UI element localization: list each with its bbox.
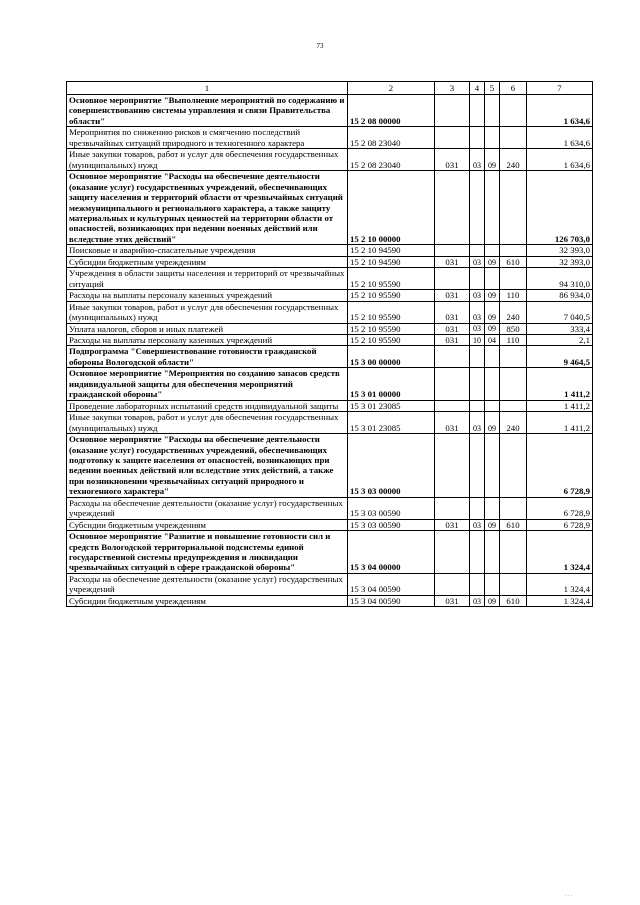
amount-cell: 1 634,6 bbox=[527, 149, 593, 171]
amount-cell: 1 634,6 bbox=[527, 95, 593, 127]
expense-type-cell: 110 bbox=[500, 290, 527, 301]
target-code-cell: 15 2 10 95590 bbox=[348, 323, 435, 334]
row-name-cell: Подпрограмма "Совершенствование готовности гражданской обороны Вологодской области" bbox=[67, 346, 348, 368]
table-row bbox=[67, 268, 593, 290]
section-code-cell bbox=[470, 573, 485, 595]
column-header: 3 bbox=[435, 82, 470, 95]
expense-type-cell: 610 bbox=[500, 595, 527, 606]
amount-cell: 32 393,0 bbox=[527, 256, 593, 267]
expense-type-cell bbox=[500, 245, 527, 256]
column-header: 7 bbox=[527, 82, 593, 95]
section-code-cell bbox=[470, 346, 485, 368]
table-row bbox=[67, 434, 593, 498]
ministry-code-cell: 031 bbox=[435, 412, 470, 434]
subsection-code-cell bbox=[485, 434, 500, 498]
section-code-cell bbox=[470, 245, 485, 256]
expense-type-cell bbox=[500, 531, 527, 574]
section-code-cell bbox=[470, 434, 485, 498]
subsection-code-cell: 09 bbox=[485, 290, 500, 301]
expense-type-cell bbox=[500, 268, 527, 290]
row-name-cell: Расходы на обеспечение деятельности (оказание услуг) государственных учреждений bbox=[67, 497, 348, 519]
ministry-code-cell: 031 bbox=[435, 334, 470, 345]
page-number: 73 bbox=[316, 42, 324, 50]
ministry-code-cell bbox=[435, 400, 470, 411]
section-code-cell bbox=[470, 531, 485, 574]
budget-table bbox=[66, 81, 593, 607]
target-code-cell: 15 3 01 23085 bbox=[348, 400, 435, 411]
section-code-cell bbox=[470, 127, 485, 149]
amount-cell: 1 324,4 bbox=[527, 595, 593, 606]
expense-type-cell: 240 bbox=[500, 301, 527, 323]
amount-cell: 2,1 bbox=[527, 334, 593, 345]
ministry-code-cell: 031 bbox=[435, 149, 470, 171]
row-name-cell: Поисковые и аварийно-спасательные учреждения bbox=[67, 245, 348, 256]
ministry-code-cell bbox=[435, 434, 470, 498]
target-code-cell: 15 2 10 95590 bbox=[348, 290, 435, 301]
table-row bbox=[67, 346, 593, 368]
table-row bbox=[67, 290, 593, 301]
target-code-cell: 15 3 00 00000 bbox=[348, 346, 435, 368]
amount-cell: 1 324,4 bbox=[527, 573, 593, 595]
target-code-cell: 15 2 10 94590 bbox=[348, 245, 435, 256]
subsection-code-cell bbox=[485, 171, 500, 245]
target-code-cell: 15 2 08 23040 bbox=[348, 149, 435, 171]
target-code-cell: 15 3 01 00000 bbox=[348, 368, 435, 400]
subsection-code-cell: 09 bbox=[485, 323, 500, 334]
table-row bbox=[67, 149, 593, 171]
ministry-code-cell: 031 bbox=[435, 301, 470, 323]
target-code-cell: 15 2 10 95590 bbox=[348, 268, 435, 290]
scan-mark: ⋅ ⋅ ⋅ bbox=[565, 894, 573, 899]
target-code-cell: 15 3 04 00590 bbox=[348, 595, 435, 606]
expense-type-cell bbox=[500, 434, 527, 498]
ministry-code-cell bbox=[435, 368, 470, 400]
amount-cell: 1 411,2 bbox=[527, 368, 593, 400]
table-header-row bbox=[67, 82, 593, 95]
ministry-code-cell bbox=[435, 127, 470, 149]
section-code-cell bbox=[470, 171, 485, 245]
ministry-code-cell bbox=[435, 245, 470, 256]
column-header: 5 bbox=[485, 82, 500, 95]
ministry-code-cell: 031 bbox=[435, 256, 470, 267]
target-code-cell: 15 2 08 23040 bbox=[348, 127, 435, 149]
amount-cell: 6 728,9 bbox=[527, 519, 593, 530]
section-code-cell bbox=[470, 368, 485, 400]
column-header: 1 bbox=[67, 82, 348, 95]
subsection-code-cell: 09 bbox=[485, 301, 500, 323]
expense-type-cell bbox=[500, 95, 527, 127]
table-row bbox=[67, 497, 593, 519]
subsection-code-cell bbox=[485, 268, 500, 290]
target-code-cell: 15 2 10 94590 bbox=[348, 256, 435, 267]
amount-cell: 1 411,2 bbox=[527, 412, 593, 434]
amount-cell: 333,4 bbox=[527, 323, 593, 334]
expense-type-cell bbox=[500, 368, 527, 400]
section-code-cell bbox=[470, 400, 485, 411]
subsection-code-cell bbox=[485, 400, 500, 411]
amount-cell: 1 634,6 bbox=[527, 127, 593, 149]
ministry-code-cell bbox=[435, 497, 470, 519]
row-name-cell: Учреждения в области защиты населения и территорий от чрезвычайных ситуаций bbox=[67, 268, 348, 290]
ministry-code-cell: 031 bbox=[435, 290, 470, 301]
ministry-code-cell bbox=[435, 531, 470, 574]
target-code-cell: 15 3 04 00590 bbox=[348, 573, 435, 595]
section-code-cell bbox=[470, 95, 485, 127]
section-code-cell: 03 bbox=[470, 412, 485, 434]
amount-cell: 126 703,0 bbox=[527, 171, 593, 245]
table-row bbox=[67, 531, 593, 574]
table-row bbox=[67, 127, 593, 149]
subsection-code-cell: 09 bbox=[485, 256, 500, 267]
amount-cell: 9 464,5 bbox=[527, 346, 593, 368]
amount-cell: 1 324,4 bbox=[527, 531, 593, 574]
table-row bbox=[67, 368, 593, 400]
expense-type-cell: 610 bbox=[500, 256, 527, 267]
section-code-cell: 03 bbox=[470, 323, 485, 334]
expense-type-cell bbox=[500, 573, 527, 595]
section-code-cell: 03 bbox=[470, 290, 485, 301]
amount-cell: 86 934,0 bbox=[527, 290, 593, 301]
table-row bbox=[67, 595, 593, 606]
row-name-cell: Субсидии бюджетным учреждениям bbox=[67, 519, 348, 530]
ministry-code-cell bbox=[435, 95, 470, 127]
target-code-cell: 15 3 01 23085 bbox=[348, 412, 435, 434]
subsection-code-cell: 09 bbox=[485, 595, 500, 606]
subsection-code-cell bbox=[485, 531, 500, 574]
subsection-code-cell bbox=[485, 497, 500, 519]
table-row bbox=[67, 323, 593, 334]
subsection-code-cell: 09 bbox=[485, 412, 500, 434]
section-code-cell: 03 bbox=[470, 595, 485, 606]
subsection-code-cell bbox=[485, 95, 500, 127]
expense-type-cell bbox=[500, 497, 527, 519]
table-row bbox=[67, 573, 593, 595]
table-row bbox=[67, 301, 593, 323]
expense-type-cell: 610 bbox=[500, 519, 527, 530]
row-name-cell: Мероприятия по снижению рисков и смягчению последствий чрезвычайных ситуаций природного и техногенного характера bbox=[67, 127, 348, 149]
target-code-cell: 15 2 10 00000 bbox=[348, 171, 435, 245]
section-code-cell: 03 bbox=[470, 519, 485, 530]
target-code-cell: 15 2 10 95590 bbox=[348, 334, 435, 345]
table-row bbox=[67, 412, 593, 434]
row-name-cell: Расходы на выплаты персоналу казенных учреждений bbox=[67, 290, 348, 301]
amount-cell: 6 728,9 bbox=[527, 497, 593, 519]
ministry-code-cell: 031 bbox=[435, 519, 470, 530]
ministry-code-cell bbox=[435, 573, 470, 595]
row-name-cell: Основное мероприятие "Развитие и повышение готовности сил и средств Вологодской территориальной подсистемы единой государственной системы предупреждения и ликвидации чрезвычайных ситуаций в сфере гражданской обороны" bbox=[67, 531, 348, 574]
ministry-code-cell: 031 bbox=[435, 595, 470, 606]
expense-type-cell bbox=[500, 346, 527, 368]
row-name-cell: Основное мероприятие "Расходы на обеспечение деятельности (оказание услуг) государственных учреждений, обеспечивающих защиту населения и территорий области от чрезвычайных ситуаций межмуниципального и регионального характера, а также защиту материальных и культурных ценностей на территории области от опасностей, возникающих при ведении военных действий или вследствие этих действий" bbox=[67, 171, 348, 245]
row-name-cell: Иные закупки товаров, работ и услуг для обеспечения государственных (муниципальных) нужд bbox=[67, 301, 348, 323]
subsection-code-cell: 09 bbox=[485, 519, 500, 530]
table-row bbox=[67, 256, 593, 267]
table-row bbox=[67, 400, 593, 411]
table-body bbox=[67, 95, 593, 607]
section-code-cell bbox=[470, 497, 485, 519]
subsection-code-cell bbox=[485, 346, 500, 368]
target-code-cell: 15 2 08 00000 bbox=[348, 95, 435, 127]
amount-cell: 7 040,5 bbox=[527, 301, 593, 323]
target-code-cell: 15 3 03 00000 bbox=[348, 434, 435, 498]
ministry-code-cell: 031 bbox=[435, 323, 470, 334]
target-code-cell: 15 3 03 00590 bbox=[348, 497, 435, 519]
column-header: 4 bbox=[470, 82, 485, 95]
expense-type-cell: 110 bbox=[500, 334, 527, 345]
table-row bbox=[67, 95, 593, 127]
section-code-cell: 03 bbox=[470, 149, 485, 171]
subsection-code-cell: 09 bbox=[485, 149, 500, 171]
row-name-cell: Основное мероприятие "Расходы на обеспечение деятельности (оказание услуг) государственных учреждений, обеспечивающих подготовку к защите населения от опасностей, возникающих при ведении военных действий или вследствие этих действий, а также при возникновении чрезвычайных ситуаций природного и техногенного характера" bbox=[67, 434, 348, 498]
row-name-cell: Субсидии бюджетным учреждениям bbox=[67, 256, 348, 267]
section-code-cell: 10 bbox=[470, 334, 485, 345]
section-code-cell bbox=[470, 268, 485, 290]
row-name-cell: Иные закупки товаров, работ и услуг для обеспечения государственных (муниципальных) нужд bbox=[67, 412, 348, 434]
amount-cell: 32 393,0 bbox=[527, 245, 593, 256]
target-code-cell: 15 3 04 00000 bbox=[348, 531, 435, 574]
ministry-code-cell bbox=[435, 268, 470, 290]
table-row bbox=[67, 171, 593, 245]
subsection-code-cell bbox=[485, 368, 500, 400]
amount-cell: 6 728,9 bbox=[527, 434, 593, 498]
ministry-code-cell bbox=[435, 171, 470, 245]
column-header: 2 bbox=[348, 82, 435, 95]
row-name-cell: Основное мероприятие "Мероприятия по созданию запасов средств индивидуальной защиты для обеспечения мероприятий гражданской обороны" bbox=[67, 368, 348, 400]
amount-cell: 94 310,0 bbox=[527, 268, 593, 290]
row-name-cell: Расходы на обеспечение деятельности (оказание услуг) государственных учреждений bbox=[67, 573, 348, 595]
expense-type-cell bbox=[500, 171, 527, 245]
expense-type-cell: 240 bbox=[500, 412, 527, 434]
row-name-cell: Уплата налогов, сборов и иных платежей bbox=[67, 323, 348, 334]
table-row bbox=[67, 334, 593, 345]
ministry-code-cell bbox=[435, 346, 470, 368]
subsection-code-cell: 04 bbox=[485, 334, 500, 345]
target-code-cell: 15 2 10 95590 bbox=[348, 301, 435, 323]
target-code-cell: 15 3 03 00590 bbox=[348, 519, 435, 530]
row-name-cell: Проведение лабораторных испытаний средств индивидуальной защиты bbox=[67, 400, 348, 411]
table-row bbox=[67, 245, 593, 256]
expense-type-cell bbox=[500, 400, 527, 411]
amount-cell: 1 411,2 bbox=[527, 400, 593, 411]
column-header: 6 bbox=[500, 82, 527, 95]
row-name-cell: Субсидии бюджетным учреждениям bbox=[67, 595, 348, 606]
expense-type-cell: 240 bbox=[500, 149, 527, 171]
section-code-cell: 03 bbox=[470, 256, 485, 267]
row-name-cell: Иные закупки товаров, работ и услуг для обеспечения государственных (муниципальных) нужд bbox=[67, 149, 348, 171]
expense-type-cell bbox=[500, 127, 527, 149]
subsection-code-cell bbox=[485, 127, 500, 149]
expense-type-cell: 850 bbox=[500, 323, 527, 334]
row-name-cell: Расходы на выплаты персоналу казенных учреждений bbox=[67, 334, 348, 345]
row-name-cell: Основное мероприятие "Выполнение мероприятий по содержанию и совершенствованию системы управления и связи Правительства области" bbox=[67, 95, 348, 127]
table-row bbox=[67, 519, 593, 530]
subsection-code-cell bbox=[485, 573, 500, 595]
subsection-code-cell bbox=[485, 245, 500, 256]
section-code-cell: 03 bbox=[470, 301, 485, 323]
